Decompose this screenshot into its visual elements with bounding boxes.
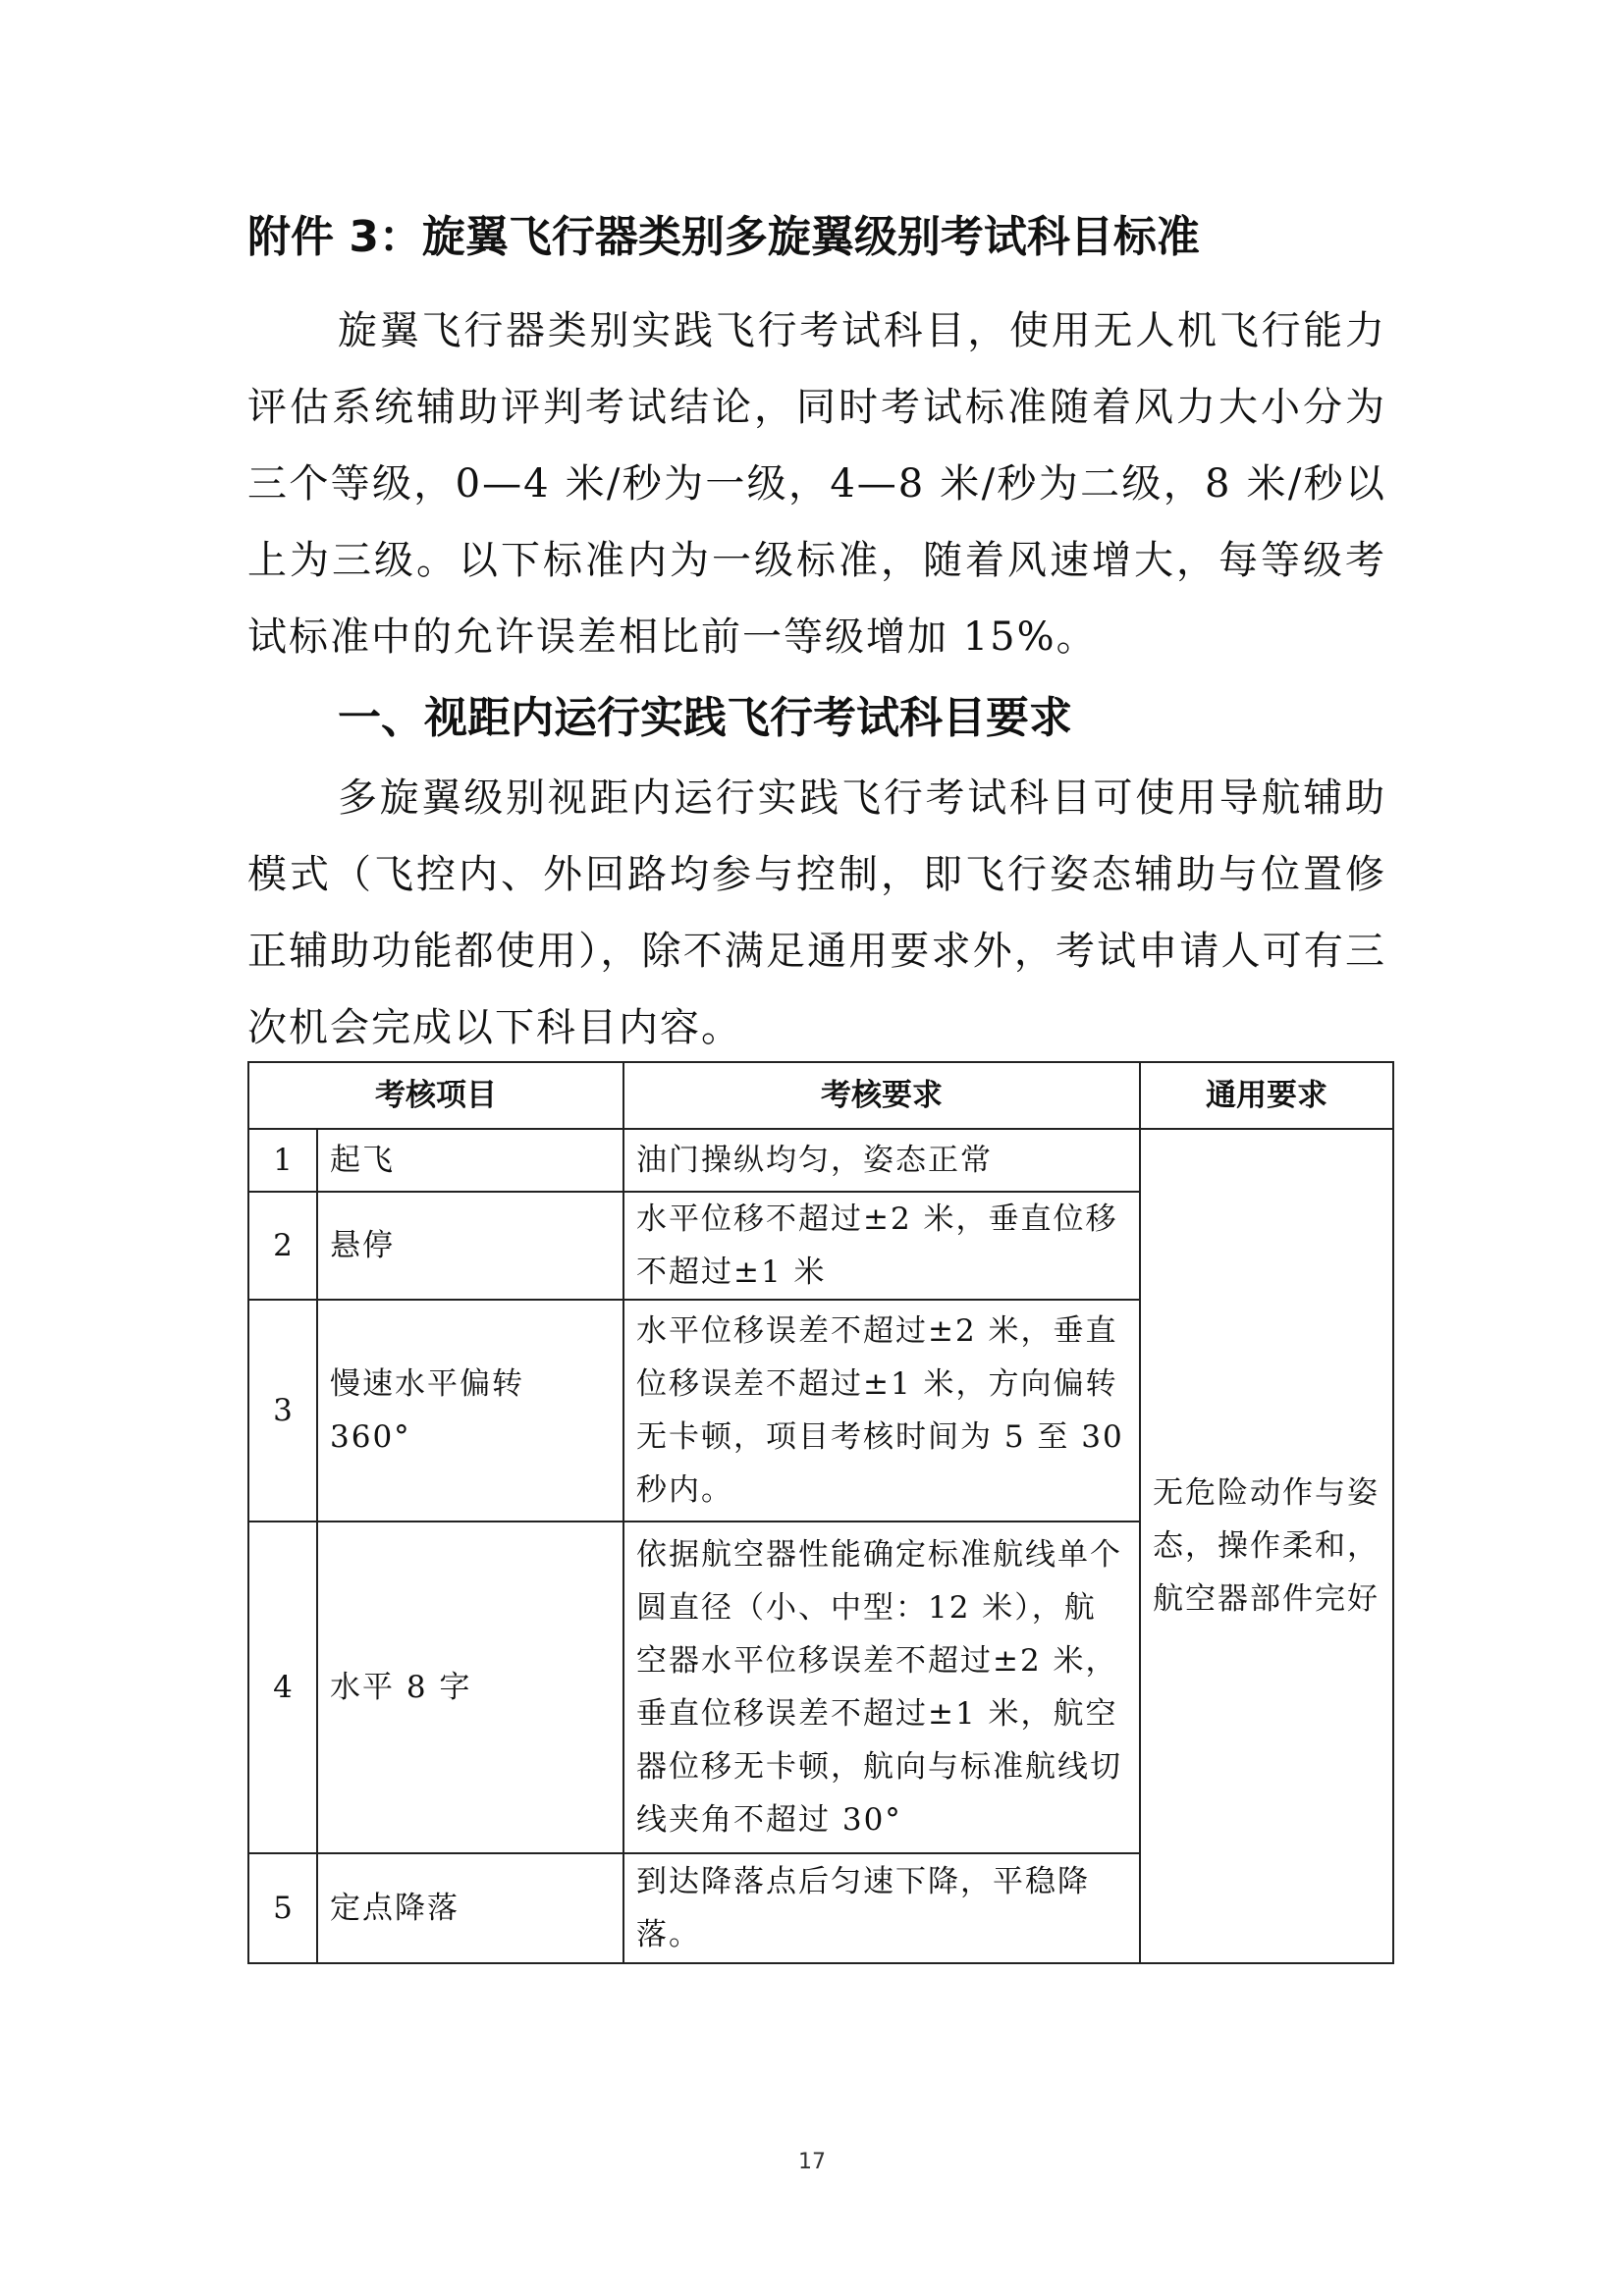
table-header-row <box>248 1062 1393 1129</box>
row-number: 1 <box>248 1129 317 1192</box>
row-number: 4 <box>248 1522 317 1853</box>
row-item: 定点降落 <box>317 1853 623 1963</box>
row-requirement: 水平位移误差不超过±2 米，垂直位移误差不超过±1 米，方向偏转无卡顿，项目考核时间为 5 至 30 秒内。 <box>623 1300 1140 1522</box>
row-item: 起飞 <box>317 1129 623 1192</box>
general-requirement: 无危险动作与姿态，操作柔和，航空器部件完好 <box>1140 1129 1393 1963</box>
exam-requirements-table <box>247 1061 1394 1964</box>
attachment-heading: 附件 3：旋翼飞行器类别多旋翼级别考试科目标准 <box>247 212 1200 262</box>
row-item: 悬停 <box>317 1192 623 1300</box>
section-paragraph: 多旋翼级别视距内运行实践飞行考试科目可使用导航辅助模式（飞控内、外回路均参与控制，即飞行姿态辅助与位置修正辅助功能都使用），除不满足通用要求外，考试申请人可有三次机会完成以下科目内容。 <box>247 775 1386 1050</box>
row-number: 2 <box>248 1192 317 1300</box>
intro-paragraph: 旋翼飞行器类别实践飞行考试科目，使用无人机飞行能力评估系统辅助评判考试结论，同时考试标准随着风力大小分为三个等级，0—4 米/秒为一级，4—8 米/秒为二级，8 米/秒以上为三级。以下标准内为一级标准，随着风速增大，每等级考试标准中的允许误差相比前一等级增加 15%。 <box>247 308 1386 660</box>
row-requirement: 油门操纵均匀，姿态正常 <box>623 1129 1140 1192</box>
row-number: 3 <box>248 1300 317 1522</box>
header-requirement: 考核要求 <box>623 1062 1140 1129</box>
header-item: 考核项目 <box>248 1062 623 1129</box>
row-requirement: 依据航空器性能确定标准航线单个圆直径（小、中型：12 米），航空器水平位移误差不超过±2 米，垂直位移误差不超过±1 米，航空器位移无卡顿，航向与标准航线切线夹角不超过 30° <box>623 1522 1140 1853</box>
row-requirement: 水平位移不超过±2 米，垂直位移不超过±1 米 <box>623 1192 1140 1300</box>
page-number: 17 <box>798 2150 826 2174</box>
section-heading: 一、视距内运行实践飞行考试科目要求 <box>338 693 1072 743</box>
row-item: 水平 8 字 <box>317 1522 623 1853</box>
header-general: 通用要求 <box>1140 1062 1393 1129</box>
row-item: 慢速水平偏转 360° <box>317 1300 623 1522</box>
row-number: 5 <box>248 1853 317 1963</box>
row-requirement: 到达降落点后匀速下降，平稳降落。 <box>623 1853 1140 1963</box>
table-row <box>248 1129 1393 1192</box>
